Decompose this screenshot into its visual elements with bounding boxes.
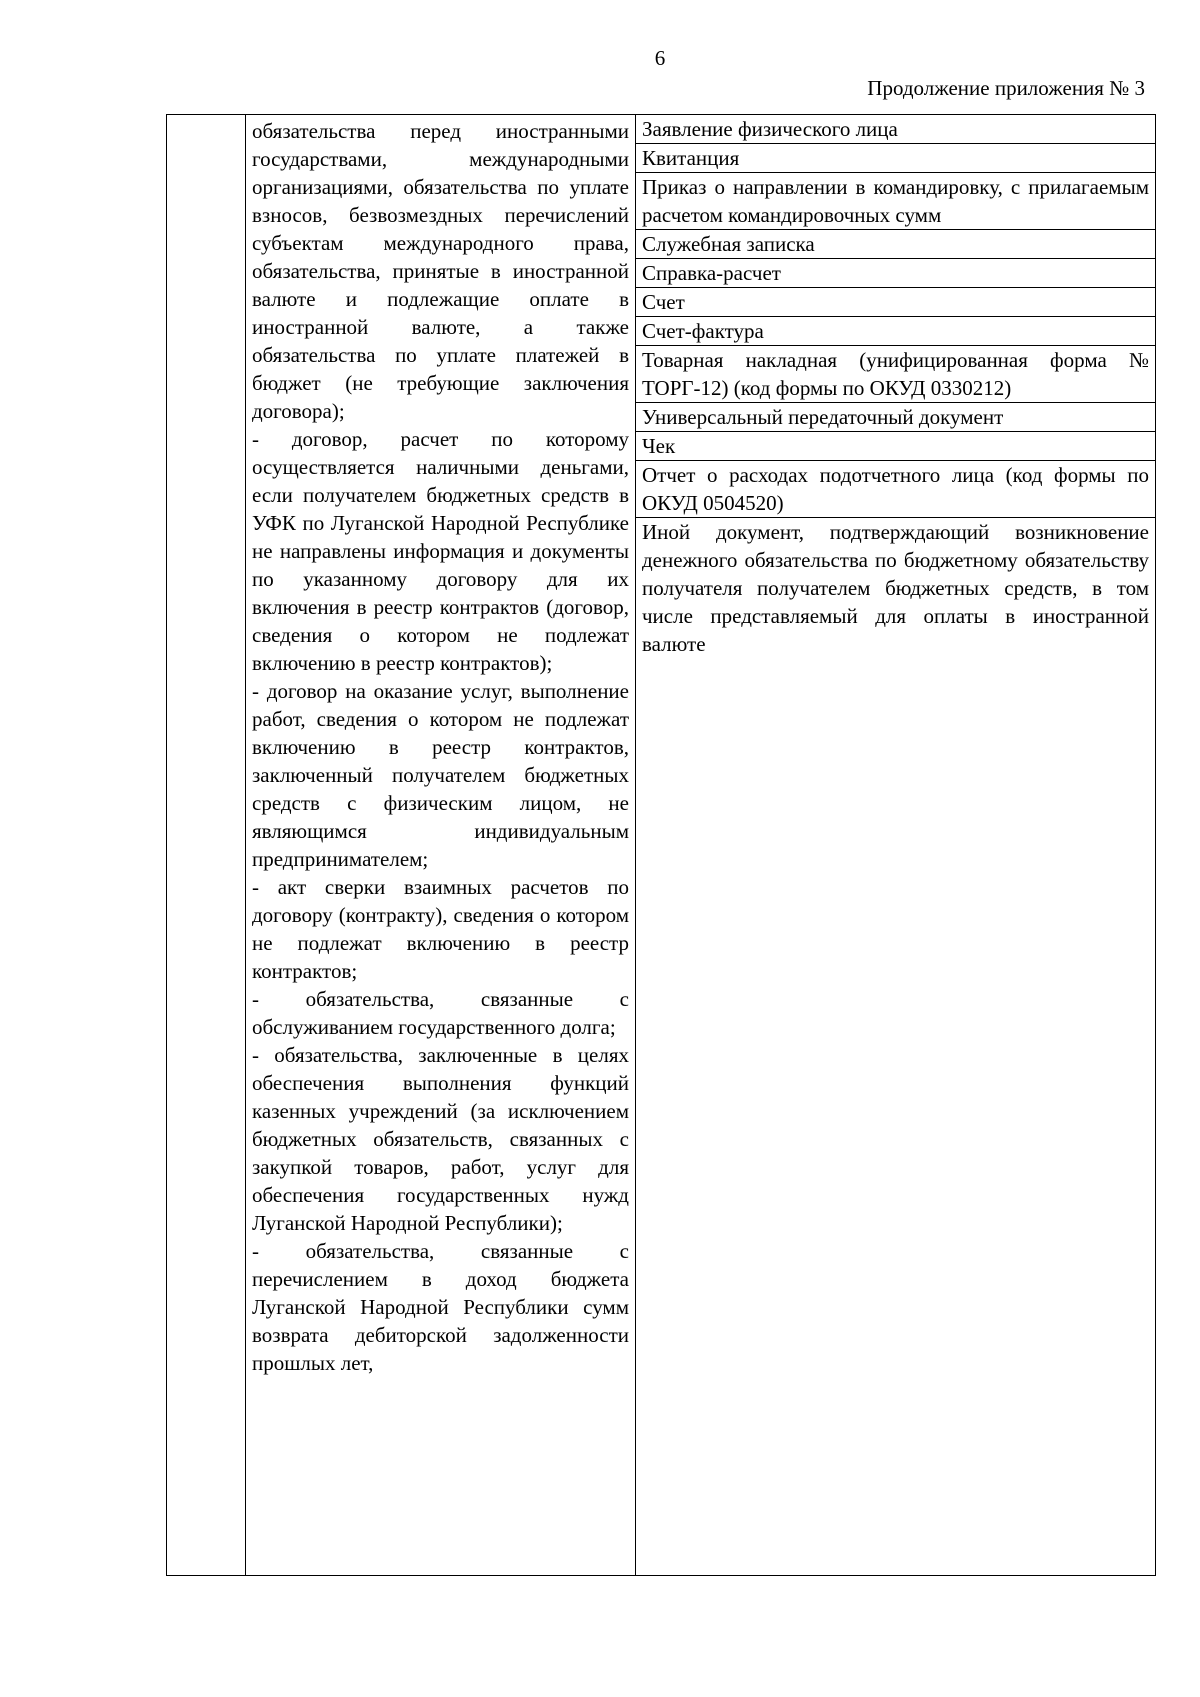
obligation-paragraph: - обязательства, связанные с обслуживанием государственного долга; bbox=[252, 987, 629, 1039]
obligation-paragraph: - договор на оказание услуг, выполнение работ, сведения о котором не подлежат включению в реестр контрактов, заключенный получателем бюджетных средств с физическим лицом, не являющимся индивидуальным предпринимателем; bbox=[252, 679, 629, 871]
document-item: Счет-фактура bbox=[636, 317, 1155, 346]
document-item: Заявление физического лица bbox=[636, 115, 1155, 144]
document-item: Товарная накладная (унифицированная форма № ТОРГ-12) (код формы по ОКУД 0330212) bbox=[636, 346, 1155, 403]
obligation-cell bbox=[246, 115, 636, 1576]
document-item: Универсальный передаточный документ bbox=[636, 403, 1155, 432]
continuation-heading: Продолжение приложения № 3 bbox=[867, 76, 1145, 100]
table-row bbox=[167, 115, 1156, 1576]
document-list bbox=[636, 115, 1155, 658]
document-item: Отчет о расходах подотчетного лица (код формы по ОКУД 0504520) bbox=[636, 461, 1155, 518]
number-cell bbox=[167, 115, 246, 1576]
obligation-paragraph: - акт сверки взаимных расчетов по договору (контракту), сведения о котором не подлежат включению в реестр контрактов; bbox=[252, 875, 629, 983]
obligation-text bbox=[246, 115, 635, 1377]
documents-table bbox=[166, 114, 1156, 1576]
obligation-paragraph: обязательства перед иностранными государствами, международными организациями, обязательства по уплате взносов, безвозмездных перечислений субъектам международного права, обязательства, принятые в иностранной валюте и подлежащие оплате в иностранной валюте, а также обязательства по уплате платежей в бюджет (не требующие заключения договора); bbox=[252, 119, 629, 423]
document-item: Квитанция bbox=[636, 144, 1155, 173]
obligation-paragraph: - договор, расчет по которому осуществляется наличными деньгами, если получателем бюджетных средств в УФК по Луганской Народной Республике не направлены информация и документы по указанному договору для их включения в реестр контрактов (договор, сведения о котором не подлежат включению в реестр контрактов); bbox=[252, 427, 629, 675]
document-item: Приказ о направлении в командировку, с прилагаемым расчетом командировочных сумм bbox=[636, 173, 1155, 230]
document-item: Служебная записка bbox=[636, 230, 1155, 259]
document-item: Чек bbox=[636, 432, 1155, 461]
documents-cell bbox=[636, 115, 1156, 1576]
document-item: Иной документ, подтверждающий возникновение денежного обязательства по бюджетному обязательству получателя получателем бюджетных средств, в том числе представляемый для оплаты в иностранной валюте bbox=[642, 520, 1149, 656]
obligation-paragraph: - обязательства, связанные с перечислением в доход бюджета Луганской Народной Республики сумм возврата дебиторской задолженности прошлых лет, bbox=[252, 1239, 629, 1375]
document-item: Справка-расчет bbox=[636, 259, 1155, 288]
obligation-paragraph: - обязательства, заключенные в целях обеспечения выполнения функций казенных учреждений (за исключением бюджетных обязательств, связанных с закупкой товаров, работ, услуг для обеспечения государственных нужд Луганской Народной Республики); bbox=[252, 1043, 629, 1235]
document-item: Счет bbox=[636, 288, 1155, 317]
page-number: 6 bbox=[654, 46, 666, 70]
